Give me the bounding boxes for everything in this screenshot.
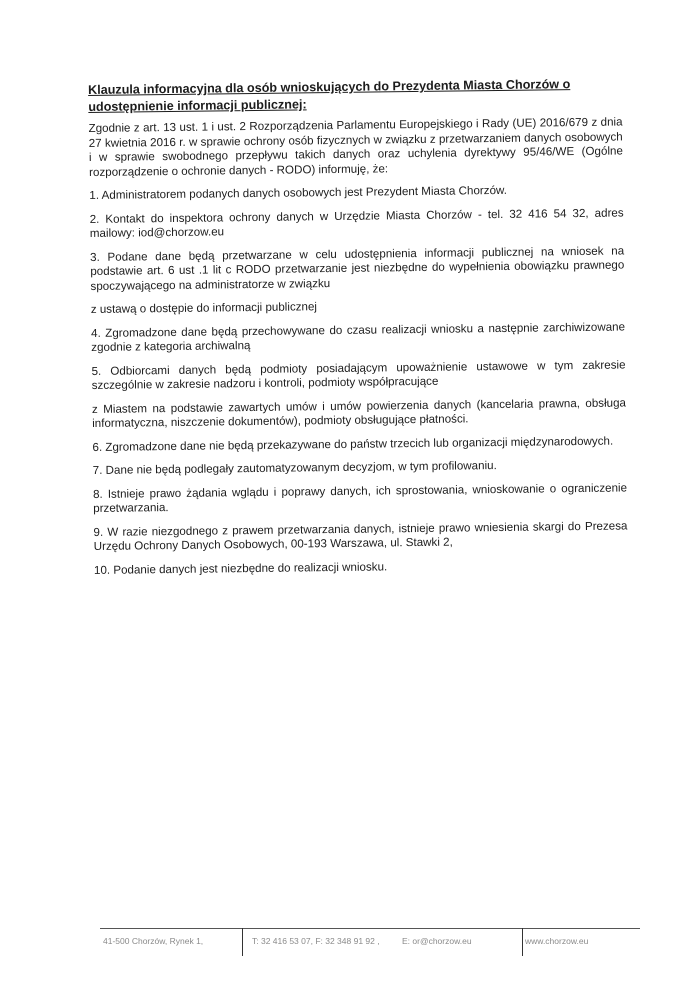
- footer-website[interactable]: www.chorzow.eu: [525, 936, 589, 946]
- intro-paragraph: Zgodnie z art. 13 ust. 1 i ust. 2 Rozporządzenia Parlamentu Europejskiego i Rady (UE) 2016/679 z dnia 27 kwietnia 2016 r. w sprawie ochrony osób fizycznych w związku z przetwarzaniem danych osobowych i w sprawie swobodnego przepływu takich danych oraz uchylenia dyrektywy 95/46/WE (Ogólne rozporządzenie o ochronie danych - RODO) informuję, że:: [88, 115, 623, 179]
- footer-address: 41-500 Chorzów, Rynek 1,: [103, 936, 204, 946]
- footer-divider: [100, 928, 640, 929]
- clause-7: 7. Dane nie będą podlegały zautomatyzowanym decyzjom, w tym profilowaniu.: [92, 459, 497, 477]
- clause-6: 6. Zgromadzone dane nie będą przekazywane do państw trzecich lub organizacji międzynarodowych.: [92, 434, 614, 454]
- footer-separator: [242, 928, 243, 956]
- clause-3: 3. Podane dane będą przetwarzane w celu udostępnienia informacji publicznej na wniosek na podstawie art. 6 ust .1 lit c RODO przetwarzanie jest niezbędne do wypełnienia obowiązku prawnego spoczywającego na administratorze w związku: [90, 243, 625, 293]
- clause-4: 4. Zgromadzone dane będą przechowywane do czasu realizacji wniosku a następnie zarchiwizowane zgodnie z kategoria archiwalną: [90, 319, 626, 354]
- clause-5: 5. Odbiorcami danych będą podmioty posiadającym upoważnienie ustawowe w tym zakresie szczególnie w zakresie nadzoru i kontroli, podmioty współpracujące: [91, 357, 626, 392]
- footer-phones: T: 32 416 53 07, F: 32 348 91 92 ,: [252, 936, 380, 946]
- clause-5-continuation: z Miastem na podstawie zawartych umów i umów powierzenia danych (kancelaria prawna, obsługa informatyczna, niszczenie dokumentów), podmioty obsługujące płatności.: [91, 395, 627, 430]
- document-body: [88, 75, 628, 586]
- document-title: Klauzula informacyjna dla osób wnioskujących do Prezydenta Miasta Chorzów o udostępnienie informacji publicznej:: [88, 77, 571, 114]
- footer-email[interactable]: E: or@chorzow.eu: [402, 936, 472, 946]
- clause-1: 1. Administratorem podanych danych osobowych jest Prezydent Miasta Chorzów.: [89, 183, 508, 202]
- clause-10: 10. Podanie danych jest niezbędne do realizacji wniosku.: [93, 559, 388, 577]
- clause-8: 8. Istnieje prawo żądania wglądu i poprawy danych, ich sprostowania, wnioskowanie o ograniczenie przetwarzania.: [92, 480, 628, 515]
- footer-separator: [522, 928, 523, 956]
- clause-2: 2. Kontakt do inspektora ochrony danych w Urzędzie Miasta Chorzów - tel. 32 416 54 32, adres mailowy: iod@chorzow.eu: [89, 205, 624, 240]
- clause-9: 9. W razie niezgodnego z prawem przetwarzania danych, istnieje prawo wniesienia skargi do Prezesa Urzędu Ochrony Danych Osobowych, 00-193 Warszawa, ul. Stawki 2,: [93, 518, 628, 553]
- clause-3-continuation: z ustawą o dostępie do informacji publicznej: [90, 300, 318, 316]
